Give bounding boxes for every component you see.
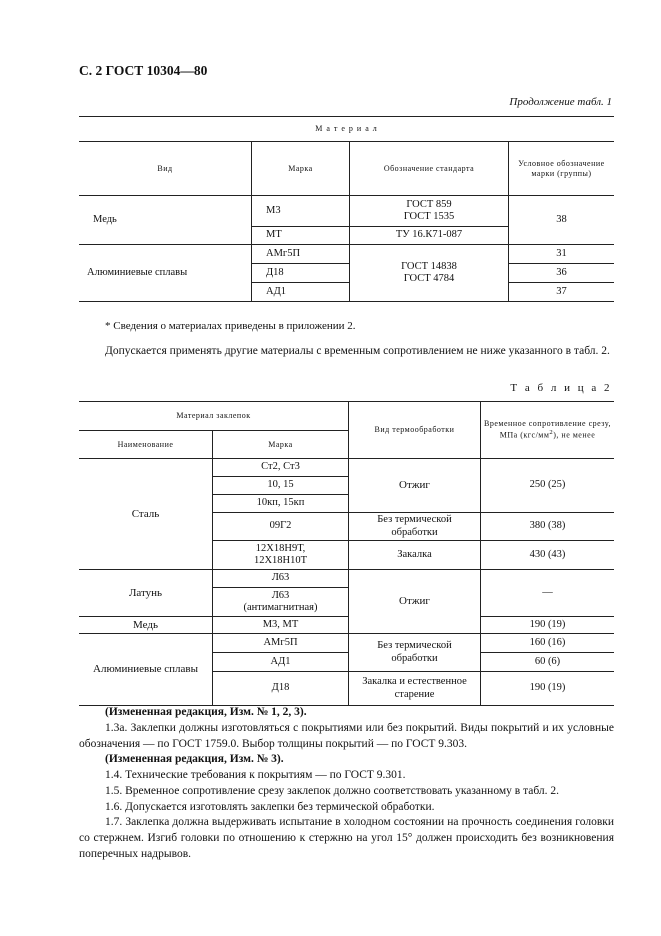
table2-value: 380 (38) — [481, 513, 615, 541]
table1-mark: Д18 — [252, 264, 350, 283]
clause-1-7: 1.7. Заклепка должна выдерживать испытание в холодном состоянии на прочность соединения головки со стержнем. Изгиб головки по отношению к стержню на угол 15° должен происходить без возникновения поперечных надрывов. — [79, 816, 614, 860]
table2-value: 160 (16) — [481, 634, 615, 653]
table2-mark: Л63 (антимагнитная) — [213, 588, 349, 617]
table2-header-mark: Марка — [213, 431, 349, 459]
table2-mark: 10кп, 15кп — [213, 495, 349, 513]
table2-treatment-quench: Закалка — [349, 541, 481, 570]
amendment-note: (Измененная редакция, Изм. № 1, 2, 3). — [105, 706, 307, 718]
table1-standard: ГОСТ 859 ГОСТ 1535 — [350, 196, 509, 227]
table2-mark: 09Г2 — [213, 513, 349, 541]
table2-name-steel: Сталь — [79, 459, 213, 570]
table2-value: 430 (43) — [481, 541, 615, 570]
table1-code: 38 — [509, 196, 615, 245]
table2-treatment-anneal: Отжиг — [349, 459, 481, 513]
table1-code: 37 — [509, 283, 615, 302]
table2-mark: 10, 15 — [213, 477, 349, 495]
table1-standard: ТУ 16.К71-087 — [350, 227, 509, 245]
table2-header-treatment: Вид термообработки — [349, 402, 481, 459]
rivet-strength-table — [79, 401, 614, 706]
table1-header-kind: Вид — [79, 142, 252, 196]
table2-treatment-none: Без термической обработки — [349, 634, 481, 672]
table2-mark: АМг5П — [213, 634, 349, 653]
materials-table — [79, 116, 614, 302]
table1-mark: МТ — [252, 227, 350, 245]
table2-mark: Д18 — [213, 672, 349, 706]
footnote: * Сведения о материалах приведены в приложении 2. — [105, 320, 356, 332]
table1-code: 36 — [509, 264, 615, 283]
continuation-caption: Продолжение табл. 1 — [509, 96, 612, 108]
table2-mark: 12Х18Н9Т, 12Х18Н10Т — [213, 541, 349, 570]
table1-standard: ГОСТ 14838 ГОСТ 4784 — [350, 245, 509, 302]
table1-header-code: Условное обозначение марки (группы) — [509, 142, 615, 196]
table1-header-mark: Марка — [252, 142, 350, 196]
table2-caption: Т а б л и ц а 2 — [510, 382, 612, 394]
table1-mark: М3 — [252, 196, 350, 227]
table2-value: 190 (19) — [481, 672, 615, 706]
table2-mark: АД1 — [213, 653, 349, 672]
table1-kind-aluminium: Алюминиевые сплавы — [79, 245, 252, 302]
table1-header-standard: Обозначение стандарта — [350, 142, 509, 196]
table2-mark: Ст2, Ст3 — [213, 459, 349, 477]
table1-kind-copper: Медь — [79, 196, 252, 245]
clause-1-4: 1.4. Технические требования к покрытиям — по ГОСТ 9.301. — [105, 769, 406, 781]
page-header: С. 2 ГОСТ 10304—80 — [79, 63, 208, 78]
table2-value: 250 (25) — [481, 459, 615, 513]
table1-group-header: М а т е р и а л — [79, 117, 614, 142]
paragraph-other-materials: Допускается применять другие материалы с временным сопротивлением не ниже указанного в табл. 2. — [105, 345, 610, 357]
table2-value: 190 (19) — [481, 617, 615, 634]
table2-header-group: Материал заклепок — [79, 402, 349, 431]
table2-treatment-quench-age: Закалка и естественное старение — [349, 672, 481, 706]
clause-1-3a: 1.3а. Заклепки должны изготовляться с покрытиями или без покрытий. Виды покрытий и их условные обозначения — по ГОСТ 1759.0. Выбор толщины покрытий — по ГОСТ 9.303. — [79, 721, 614, 750]
table1-code: 31 — [509, 245, 615, 264]
clause-1-5: 1.5. Временное сопротивление срезу заклепок должно соответствовать указанному в табл. 2. — [105, 784, 560, 797]
table2-treatment-none: Без термической обработки — [349, 513, 481, 541]
body-text — [79, 705, 614, 863]
table2-name-copper: Медь — [79, 617, 213, 634]
table2-name-aluminium: Алюминиевые сплавы — [79, 634, 213, 706]
table2-name-brass: Латунь — [79, 570, 213, 617]
table2-header-name: Наименование — [79, 431, 213, 459]
table1-mark: АМг5П — [252, 245, 350, 264]
table2-value: 60 (6) — [481, 653, 615, 672]
table1-mark: АД1 — [252, 283, 350, 302]
table2-mark: М3, МТ — [213, 617, 349, 634]
table2-mark: Л63 — [213, 570, 349, 588]
amendment-note: (Измененная редакция, Изм. № 3). — [105, 753, 284, 766]
table2-header-strength: Временное сопротивление срезу, МПа $(кгс/мм^2)$, не менее — [481, 402, 615, 459]
table2-treatment-anneal: Отжиг — [349, 570, 481, 634]
table2-value: — — [481, 570, 615, 617]
clause-1-6: 1.6. Допускается изготовлять заклепки без термической обработки. — [105, 800, 435, 813]
